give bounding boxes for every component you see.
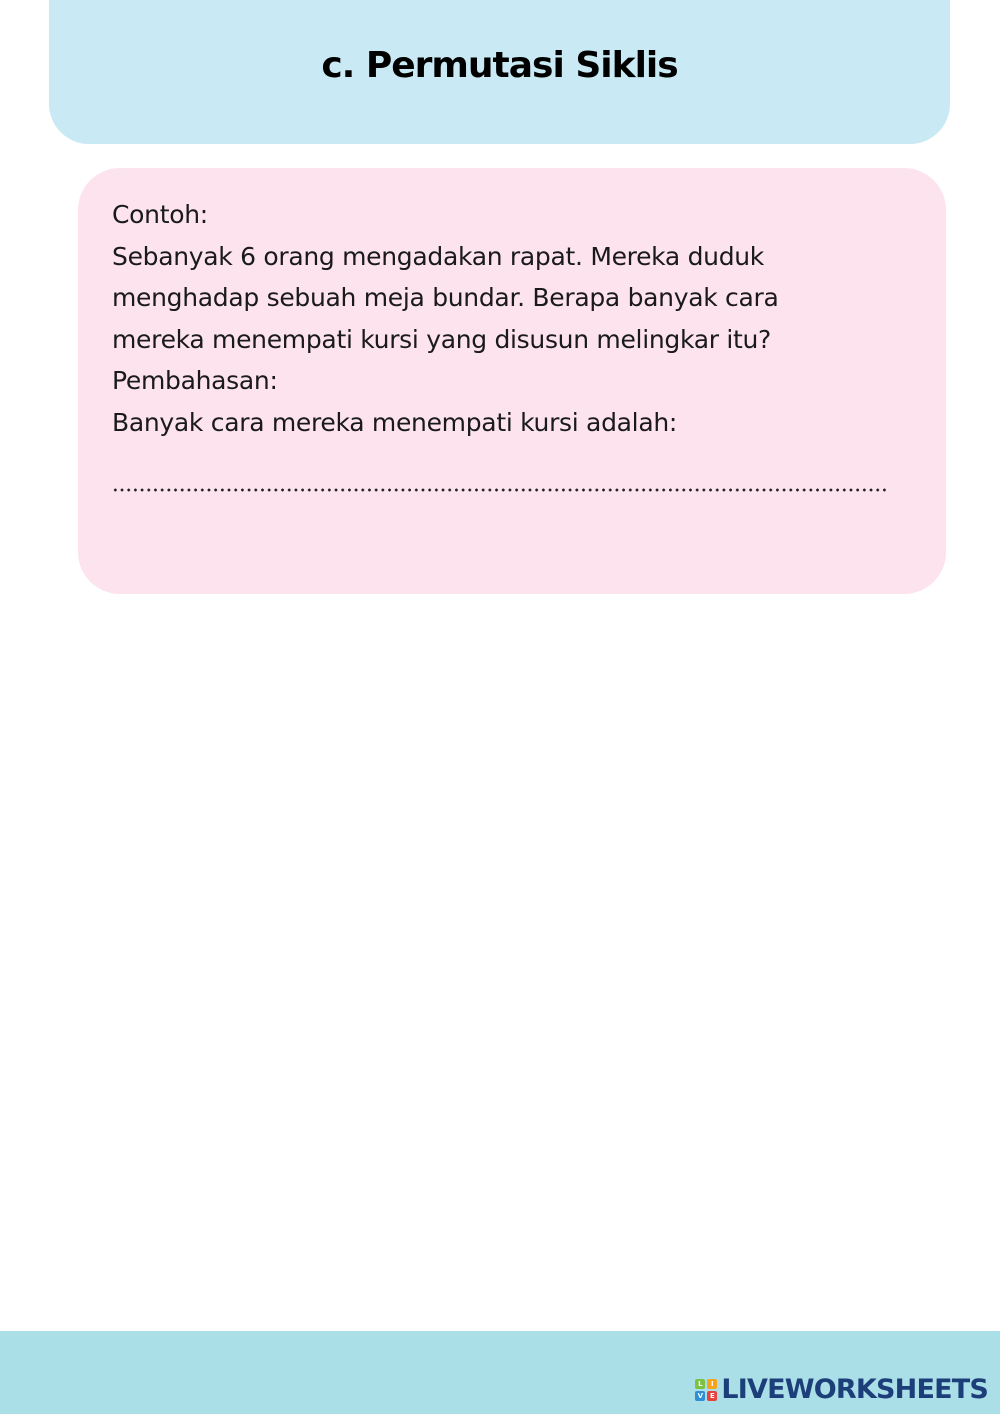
brand[interactable] xyxy=(695,1375,988,1405)
liveworksheets-logo-icon xyxy=(695,1379,717,1401)
example-text xyxy=(112,194,912,443)
example-label: Contoh: xyxy=(112,200,208,229)
footer-band xyxy=(0,1331,1000,1414)
logo-tile-e: E xyxy=(707,1391,717,1401)
question-line-2: menghadap sebuah meja bundar. Berapa banyak cara xyxy=(112,283,779,312)
brand-name: LIVEWORKSHEETS xyxy=(721,1374,988,1405)
question-line-3: mereka menempati kursi yang disusun melingkar itu? xyxy=(112,324,771,354)
logo-tile-l: L xyxy=(695,1379,705,1389)
solution-label: Pembahasan: xyxy=(112,366,278,395)
logo-tile-v: V xyxy=(695,1391,705,1401)
question-line-1: Sebanyak 6 orang mengadakan rapat. Mereka duduk xyxy=(112,241,764,271)
solution-prompt: Banyak cara mereka menempati kursi adalah: xyxy=(112,407,678,437)
header-panel xyxy=(49,0,950,144)
logo-tile-i: I xyxy=(707,1379,717,1389)
example-card xyxy=(78,168,946,594)
page-title: c. Permutasi Siklis xyxy=(321,45,678,86)
answer-blank[interactable] xyxy=(112,488,888,492)
